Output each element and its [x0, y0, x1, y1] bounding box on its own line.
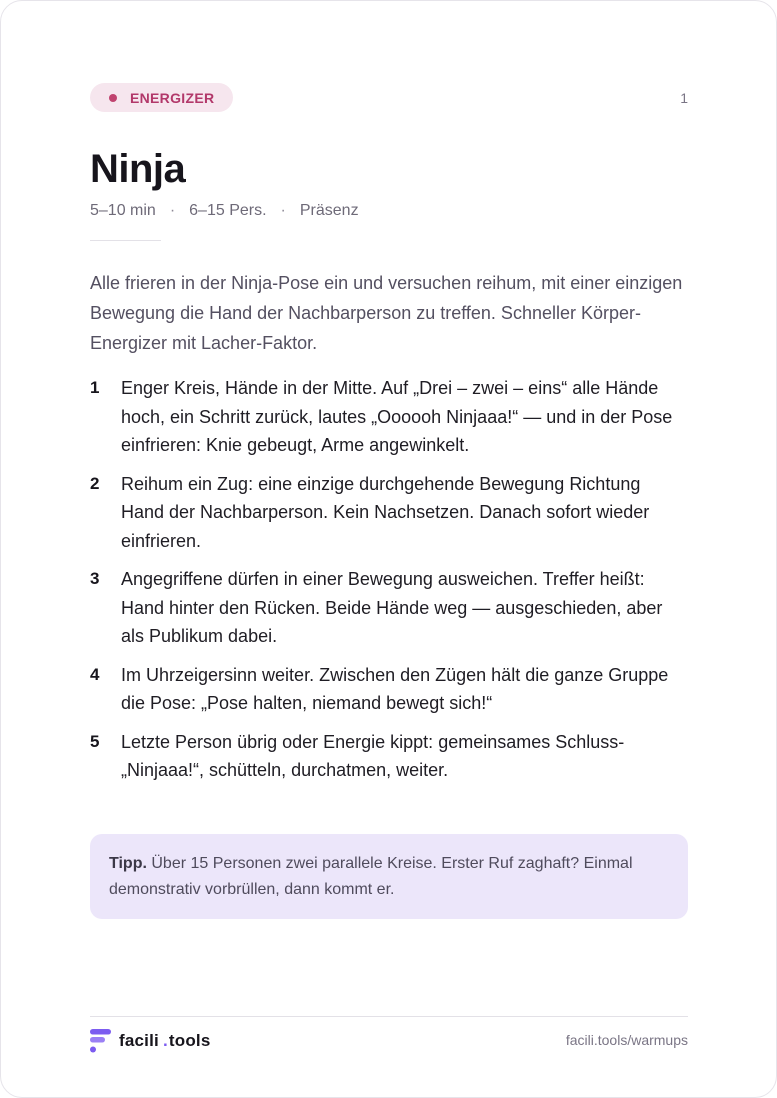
step-text: Letzte Person übrig oder Energie kippt: gemeinsames Schluss-„Ninjaaa!“, schütteln, durchatmen, weiter.	[121, 731, 625, 780]
badge-label: ENERGIZER	[130, 89, 215, 106]
format: Präsenz	[299, 202, 359, 219]
step-item	[90, 728, 688, 785]
footer-divider	[90, 1016, 688, 1017]
brand-mark-icon	[90, 1029, 112, 1053]
step-number: 5	[90, 731, 100, 751]
title-divider	[90, 240, 161, 241]
card-content	[90, 1, 688, 1097]
meta-separator: ·	[280, 202, 286, 219]
step-number: 3	[90, 569, 100, 588]
brand-name-part: facili	[119, 1031, 159, 1050]
activity-title: Ninja	[90, 147, 186, 191]
footer-url-link[interactable]: facili.tools/warmups	[565, 1032, 688, 1048]
step-item	[90, 565, 688, 651]
brand-logo[interactable]	[90, 1029, 211, 1053]
meta-separator: ·	[169, 202, 176, 219]
step-item	[90, 374, 688, 460]
step-item	[90, 661, 688, 718]
tip-text: Über 15 Personen zwei parallele Kreise. Erster Ruf zaghaft? Einmal demonstrativ vorbrüllen, dann kommt er.	[109, 855, 633, 898]
brand-dot: .	[162, 1031, 168, 1050]
step-number: 1	[90, 378, 100, 397]
step-text: Reihum ein Zug: eine einzige durchgehende Bewegung Richtung Hand der Nachbarperson. Kein Nachsetzen. Danach sofort wieder einfrieren.	[121, 473, 650, 551]
tip-label: Tipp.	[109, 855, 147, 872]
group-size: 6–15 Pers.	[189, 202, 267, 219]
step-text: Im Uhrzeigersinn weiter. Zwischen den Zügen hält die ganze Gruppe die Pose: „Pose halten, niemand bewegt sich!“	[121, 664, 669, 713]
step-text: Angegriffene dürfen in einer Bewegung ausweichen. Treffer heißt: Hand hinter den Rücken. Beide Hände weg — ausgeschieden, aber als Publikum dabei.	[121, 569, 663, 646]
activity-meta	[90, 202, 359, 220]
page-number: 1	[680, 90, 688, 106]
tip-box	[90, 834, 688, 919]
brand-name-part: tools	[168, 1031, 211, 1050]
duration: 5–10 min	[90, 202, 156, 219]
step-number: 2	[90, 473, 100, 493]
steps-list	[90, 374, 688, 795]
step-item	[90, 470, 688, 556]
category-badge	[90, 83, 233, 112]
step-number: 4	[90, 664, 100, 684]
badge-dot-icon	[109, 94, 117, 102]
brand-wordmark	[119, 1031, 211, 1051]
step-text: Enger Kreis, Hände in der Mitte. Auf „Drei – zwei – eins“ alle Hände hoch, ein Schritt zurück, lautes „Oooooh Ninjaaa!“ — und in der Pose einfrieren: Knie gebeugt, Arme angewinkelt.	[121, 378, 673, 455]
intro-text: Alle frieren in der Ninja-Pose ein und versuchen reihum, mit einer einzigen Bewegung die Hand der Nachbarperson zu treffen. Schneller Körper-Energizer mit Lacher-Faktor.	[90, 273, 683, 353]
